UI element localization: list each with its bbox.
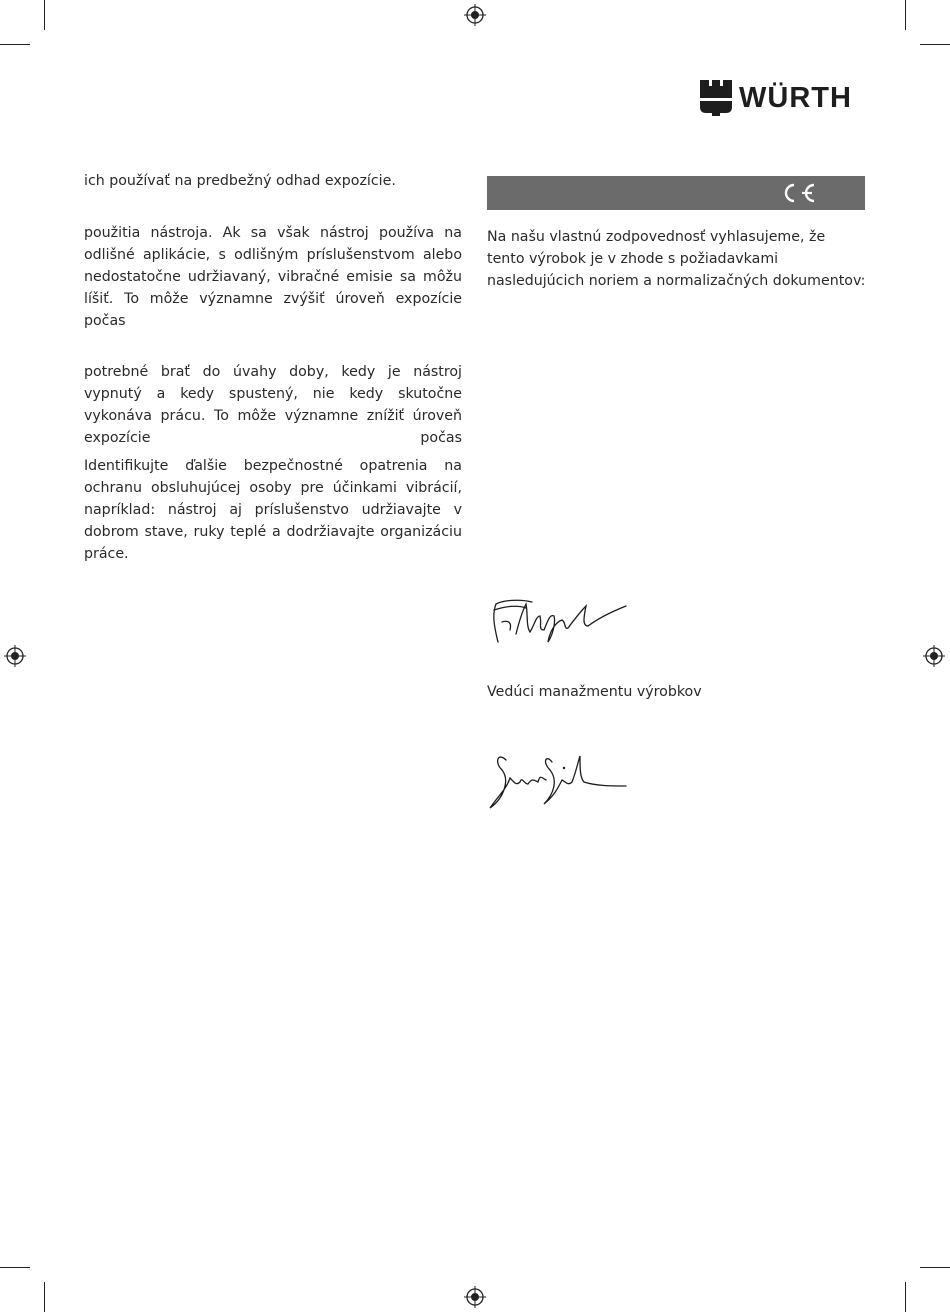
crop-mark [905, 0, 906, 30]
paragraph-safety-measures: Identifikujte ďalšie bezpečnostné opatrenia na ochranu obsluhujúcej osoby pre účinkami vibrácií, napríklad: nástroj aj príslušenstvo udržiavajte v dobrom stave, ruky teplé a dodržiavajte organizáciu práce. [84, 458, 462, 562]
paragraph-idle-time: potrebné brať do úvahy doby, kedy je nástroj vypnutý a kedy spustený, nie kedy skutočne vykonáva prácu. To môže významne znížiť úroveň expozície počas [84, 364, 462, 446]
declaration-header-bar [487, 176, 865, 210]
registration-mark-icon [464, 4, 486, 26]
crop-mark [920, 1267, 950, 1268]
declaration-text: Na našu vlastnú zodpovednosť vyhlasujeme, že tento výrobok je v zhode s požiadavkami nasledujúcich noriem a normalizačných dokumentov: [487, 229, 866, 289]
paragraph-tool-usage: použitia nástroja. Ak sa však nástroj používa na odlišné aplikácie, s odlišným príslušenstvom alebo nedostatočne udržiavaný, vibračné emisie sa môžu líšiť. To môže významne zvýšiť úroveň expozície počas [84, 225, 462, 329]
signer-role: Vedúci manažmentu výrobkov [487, 684, 702, 700]
crop-mark [0, 44, 30, 45]
signature-image [484, 748, 634, 814]
crop-mark [0, 1267, 30, 1268]
crop-mark [44, 0, 45, 30]
wurth-emblem-icon [700, 80, 732, 116]
paragraph-exposure-estimate: ich používať na predbežný odhad expozície. [84, 173, 396, 189]
brand-name: WÜRTH [739, 82, 852, 114]
ce-mark-icon [777, 182, 817, 204]
crop-mark [920, 44, 950, 45]
signature-image [486, 596, 636, 648]
registration-mark-icon [923, 645, 945, 667]
registration-mark-icon [4, 645, 26, 667]
crop-mark [44, 1282, 45, 1312]
registration-mark-icon [464, 1286, 486, 1308]
crop-mark [905, 1282, 906, 1312]
brand-logo [700, 80, 852, 116]
